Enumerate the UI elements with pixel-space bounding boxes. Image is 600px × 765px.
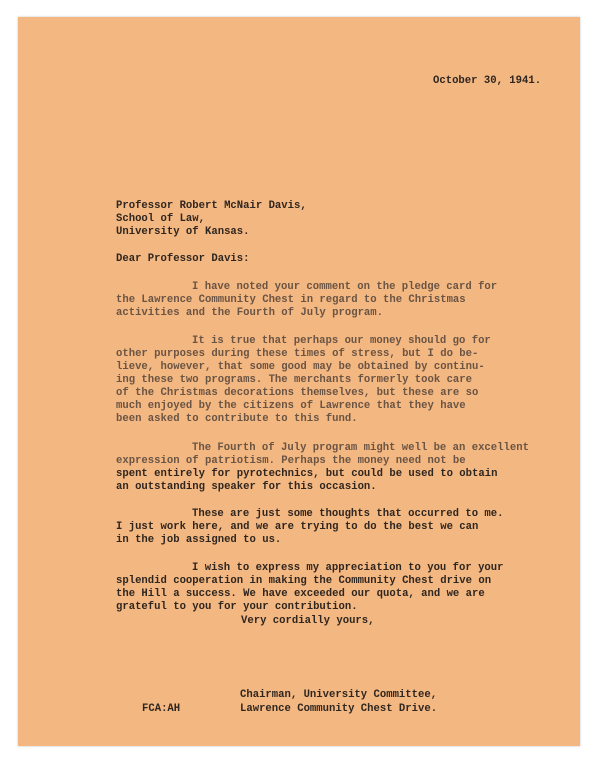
- paragraph-line: splendid cooperation in making the Community Chest drive on: [116, 575, 492, 587]
- recipient-line: Professor Robert McNair Davis,: [116, 200, 307, 212]
- paragraph-line: spent entirely for pyrotechnics, but could be used to obtain: [116, 468, 498, 480]
- paragraph-line: the Lawrence Community Chest in regard to the Christmas: [116, 294, 466, 306]
- recipient-line: School of Law,: [116, 213, 206, 225]
- closing: Very cordially yours,: [241, 615, 375, 627]
- paragraph-line: I just work here, and we are trying to do the best we can: [116, 521, 479, 533]
- paragraph-line: the Hill a success. We have exceeded our quota, and we are: [116, 588, 485, 600]
- typist-initials: FCA:AH: [142, 703, 181, 715]
- paragraph-line: The Fourth of July program might well be an excellent: [192, 442, 529, 454]
- paragraph-line: I have noted your comment on the pledge card for: [192, 281, 498, 293]
- paragraph-line: It is true that perhaps our money should go for: [192, 335, 491, 347]
- paragraph-line: activities and the Fourth of July program.: [116, 307, 384, 319]
- paragraph-line: These are just some thoughts that occurred to me.: [192, 508, 504, 520]
- letter-date: October 30, 1941.: [433, 75, 542, 87]
- paragraph-line: lieve, however, that some good may be obtained by continu-: [116, 361, 485, 373]
- paragraph-line: I wish to express my appreciation to you for your: [192, 562, 504, 574]
- paragraph-line: expression of patriotism. Perhaps the money need not be: [116, 455, 466, 467]
- paragraph-line: ing these two programs. The merchants formerly took care: [116, 374, 473, 386]
- paragraph-line: much enjoyed by the citizens of Lawrence that they have: [116, 400, 466, 412]
- paragraph-line: other purposes during these times of stress, but I do be-: [116, 348, 479, 360]
- paragraph-line: grateful to you for your contribution.: [116, 601, 358, 613]
- paragraph-line: been asked to contribute to this fund.: [116, 413, 358, 425]
- signature-line: Chairman, University Committee,: [240, 689, 438, 701]
- paragraph-line: of the Christmas decorations themselves, but these are so: [116, 387, 479, 399]
- salutation: Dear Professor Davis:: [116, 253, 250, 265]
- recipient-line: University of Kansas.: [116, 226, 250, 238]
- letter-page: [18, 17, 580, 746]
- paragraph-line: in the job assigned to us.: [116, 534, 282, 546]
- signature-line: Lawrence Community Chest Drive.: [240, 703, 438, 715]
- paragraph-line: an outstanding speaker for this occasion.: [116, 481, 377, 493]
